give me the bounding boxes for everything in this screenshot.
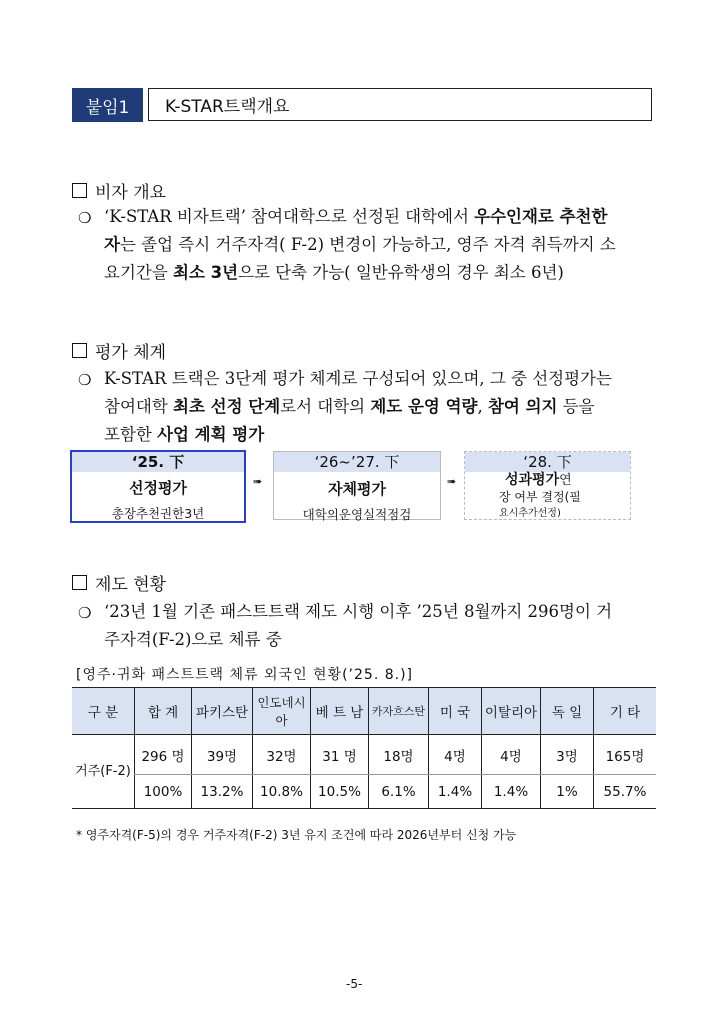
table-cell: 31 명	[311, 735, 369, 775]
table-cell: 10.5%	[311, 775, 369, 809]
table-header-cell: 미 국	[429, 688, 482, 735]
flow-title: 선정평가	[129, 479, 187, 497]
table-header-cell: 이탈리아	[482, 688, 541, 735]
table-header-cell: 구 분	[72, 688, 135, 735]
flow-period: ‘26~’27. 下	[274, 452, 440, 472]
section-title: 제도 현황	[95, 575, 167, 595]
flow-step-performance	[464, 451, 631, 520]
bold-text: 자	[104, 235, 120, 254]
evaluation-paragraph	[104, 365, 664, 449]
table-row	[72, 735, 656, 775]
text: 는 졸업 즉시 거주자격( F-2) 변경이 가능하고, 영주 자격 취득까지 소	[119, 235, 616, 254]
table-cell: 39명	[192, 735, 253, 775]
text: 로서 대학의	[280, 397, 371, 416]
text: 포함한	[104, 425, 158, 444]
visa-paragraph	[104, 203, 664, 287]
flow-title: 자체평가	[328, 480, 386, 498]
table-header-cell: 카자흐스탄	[369, 688, 429, 735]
table-row-label: 거주(F-2)	[72, 735, 135, 809]
page-number: -5-	[346, 977, 363, 991]
bold-text: 최소 3년	[173, 263, 239, 282]
checkbox-square-icon	[72, 343, 87, 358]
flow-title-line	[505, 469, 572, 489]
checkbox-square-icon	[72, 575, 87, 590]
table-header-cell: 파키스탄	[192, 688, 253, 735]
table-cell: 1%	[541, 775, 594, 809]
footnote: * 영주자격(F-5)의 경우 거주자격(F-2) 3년 유지 조건에 따라 2026년부터 신청 가능	[76, 828, 517, 842]
text: 주자격(F-2)으로 체류 중	[104, 630, 282, 649]
section-title: 평가 체계	[95, 343, 167, 363]
table-header-cell: 베 트 남	[311, 688, 369, 735]
text: ,	[477, 397, 488, 416]
table-cell: 165명	[594, 735, 657, 775]
section-title: 비자 개요	[95, 183, 167, 203]
status-table	[72, 687, 656, 809]
flow-desc: 요시추가선정)	[499, 508, 561, 519]
text: 요기간을	[104, 263, 174, 282]
section-evaluation-heading	[72, 338, 166, 363]
appendix-tag: 붙임1	[72, 88, 143, 122]
flow-desc: 대학의운영실적점검	[302, 507, 412, 522]
bold-text: 최초 선정 단계	[173, 397, 281, 416]
table-header-cell: 기 타	[594, 688, 657, 735]
table-cell: 13.2%	[192, 775, 253, 809]
section-status-heading	[72, 570, 166, 595]
table-cell: 18명	[369, 735, 429, 775]
flow-title: 성과평가	[505, 472, 560, 488]
table-cell: 3명	[541, 735, 594, 775]
table-cell: 10.8%	[253, 775, 311, 809]
bold-text: 참여 의지	[487, 397, 558, 416]
table-cell: 32명	[253, 735, 311, 775]
bullet-icon: ❍	[78, 604, 92, 622]
flow-desc: 장 여부 결정(필	[499, 490, 581, 504]
table-cell: 1.4%	[429, 775, 482, 809]
text: ‘23년 1월 기존 패스트트랙 제도 시행 이후 ’25년 8월까지 296명이 거	[104, 602, 613, 621]
table-caption: [영주·귀화 패스트트랙 체류 외국인 현황(’25. 8.)]	[76, 667, 414, 683]
section-visa-heading	[72, 178, 166, 203]
table-cell: 4명	[482, 735, 541, 775]
checkbox-square-icon	[72, 183, 87, 198]
arrow-right-icon: ➠	[447, 475, 457, 488]
appendix-title: K-STAR트랙개요	[148, 88, 652, 121]
flow-period: ‘28. 下	[465, 452, 630, 472]
text: ‘K-STAR 비자트랙’ 참여대학으로 선정된 대학에서	[104, 207, 475, 226]
bold-text: 우수인재로 추천한	[474, 207, 608, 226]
table-cell: 1.4%	[482, 775, 541, 809]
bullet-icon: ❍	[78, 209, 92, 227]
arrow-right-icon: ➠	[253, 475, 263, 488]
flow-step-selection	[70, 450, 246, 523]
flow-period: ‘25. 下	[72, 452, 244, 472]
table-row	[72, 775, 656, 809]
flow-title-suffix: 연	[559, 473, 572, 488]
table-header-cell: 독 일	[541, 688, 594, 735]
text: 참여대학	[104, 397, 174, 416]
table-cell: 6.1%	[369, 775, 429, 809]
table-cell: 296 명	[135, 735, 192, 775]
text: 으로 단축 가능( 일반유학생의 경우 최소 6년)	[238, 263, 564, 282]
text: 등을	[557, 397, 595, 416]
table-cell: 4명	[429, 735, 482, 775]
table-cell: 100%	[135, 775, 192, 809]
table-header-cell: 합 계	[135, 688, 192, 735]
table-header-row	[72, 688, 656, 735]
text: K-STAR 트랙은 3단계 평가 체계로 구성되어 있으며, 그 중 선정평가는	[104, 369, 612, 388]
bold-text: 사업 계획 평가	[157, 425, 265, 444]
bullet-icon: ❍	[78, 371, 92, 389]
table-header-cell: 인도네시아	[253, 688, 311, 735]
flow-desc: 총장추천권한3년	[111, 506, 205, 521]
table-cell: 55.7%	[594, 775, 657, 809]
bold-text: 제도 운영 역량	[370, 397, 478, 416]
flow-step-self	[273, 451, 441, 520]
status-paragraph	[104, 598, 664, 654]
